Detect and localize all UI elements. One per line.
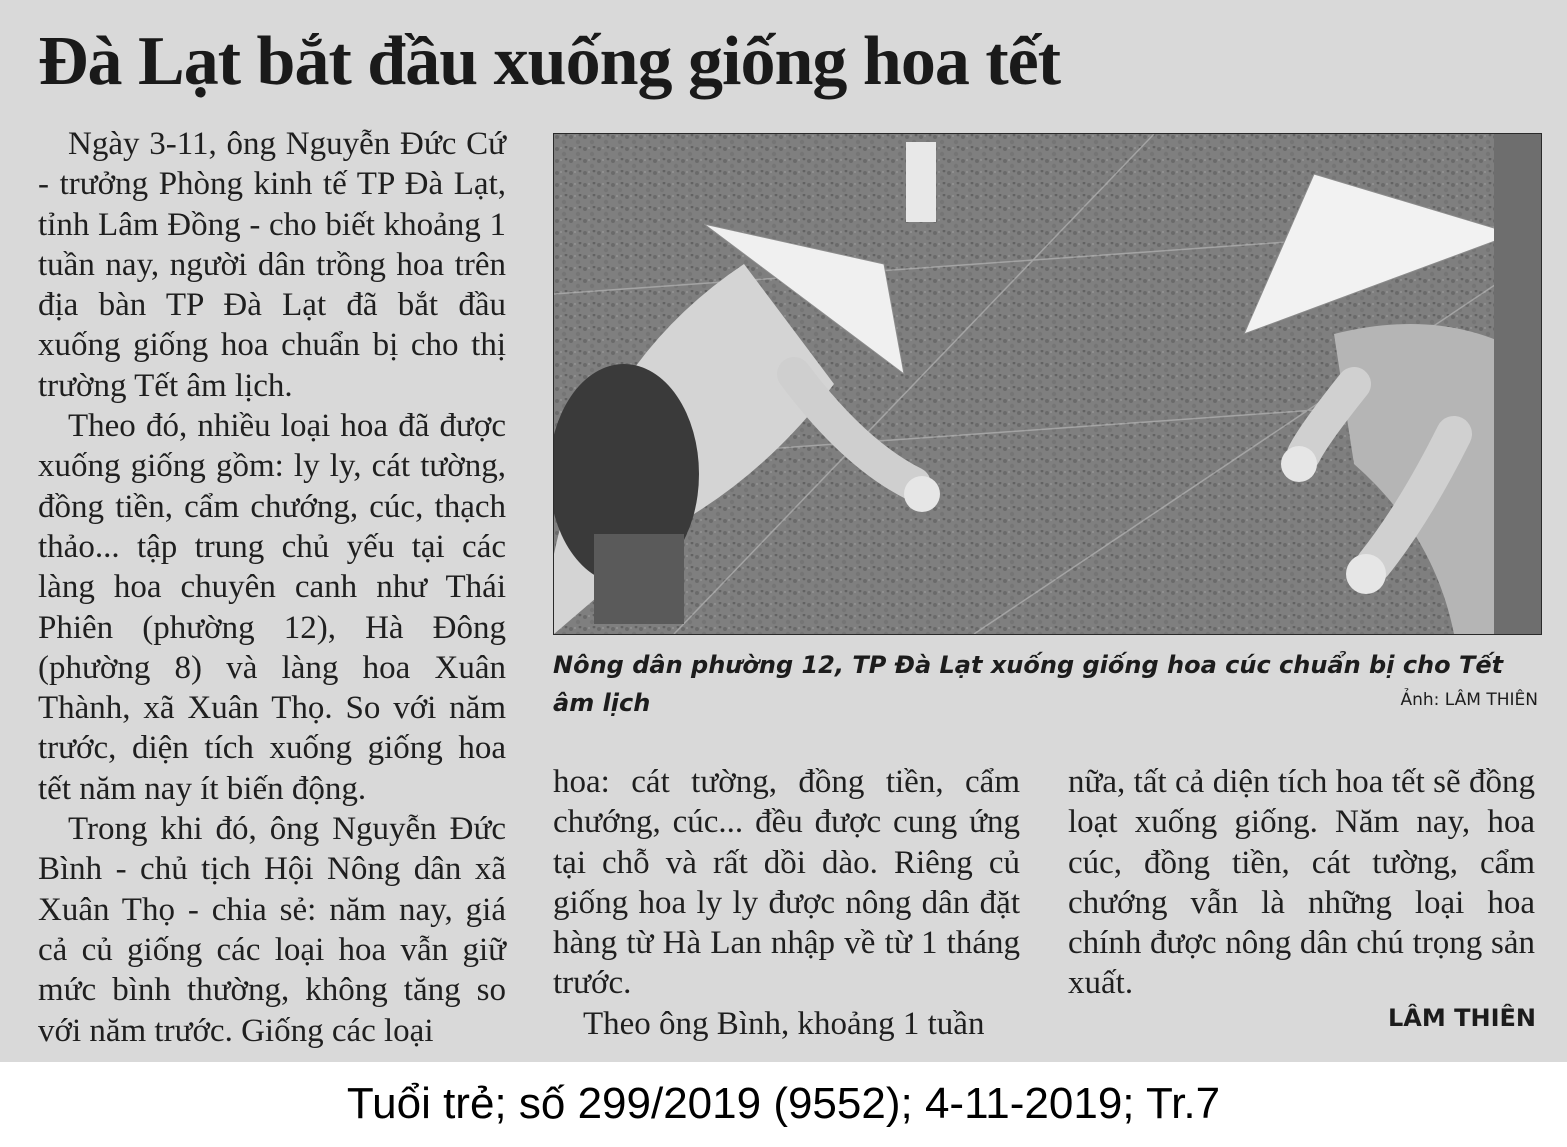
paragraph: Theo đó, nhiều loại hoa đã được xuống giống gồm: ly ly, cát tường, đồng tiền, cẩm chướng, cúc, thạch thảo... tập trung chủ yếu tại các làng hoa chuyên canh như Thái Phiên (phường 12), Hà Đông (phường 8) và làng hoa Xuân Thành, xã Xuân Thọ. So với năm trước, diện tích xuống giống hoa tết năm nay ít biến động. — [38, 408, 506, 807]
paragraph: hoa: cát tường, đồng tiền, cẩm chướng, cúc... đều được cung ứng tại chỗ và rất dồi dào. Riêng củ giống hoa ly ly được nông dân đặt hàng từ Hà Lan nhập về từ 1 tháng trước. — [553, 764, 1020, 1002]
headline: Đà Lạt bắt đầu xuống giống hoa tết — [38, 23, 1061, 100]
column-3 — [1068, 762, 1535, 1004]
photo-credit: Ảnh: LÂM THIÊN — [1400, 690, 1538, 710]
paragraph: nữa, tất cả diện tích hoa tết sẽ đồng loạt xuống giống. Năm nay, hoa cúc, đồng tiền, cát tường, cẩm chướng vẫn là những loại hoa chính được nông dân chú trọng sản xuất. — [1068, 764, 1535, 1002]
source-citation: Tuổi trẻ; số 299/2019 (9552); 4-11-2019; Tr.7 — [346, 1079, 1221, 1128]
news-photo — [553, 133, 1542, 635]
paragraph: Theo ông Bình, khoảng 1 tuần — [583, 1005, 985, 1042]
photo-caption: Nông dân phường 12, TP Đà Lạt xuống giống hoa cúc chuẩn bị cho Tết âm lịch — [553, 651, 1504, 717]
column-1 — [38, 124, 506, 1051]
paragraph: Ngày 3-11, ông Nguyễn Đức Cứ - trưởng Phòng kinh tế TP Đà Lạt, tỉnh Lâm Đồng - cho biết khoảng 1 tuần nay, người dân trồng hoa trên địa bàn TP Đà Lạt đã bắt đầu xuống giống hoa chuẩn bị cho thị trường Tết âm lịch. — [38, 126, 506, 404]
author-byline: LÂM THIÊN — [1388, 1004, 1536, 1032]
farmers-planting-photo — [554, 134, 1541, 634]
column-2 — [553, 762, 1020, 1044]
paragraph: Trong khi đó, ông Nguyễn Đức Bình - chủ tịch Hội Nông dân xã Xuân Thọ - chia sẻ: năm nay, giá cả củ giống các loại hoa vẫn giữ mức bình thường, không tăng so với năm trước. Giống các loại — [38, 811, 506, 1049]
